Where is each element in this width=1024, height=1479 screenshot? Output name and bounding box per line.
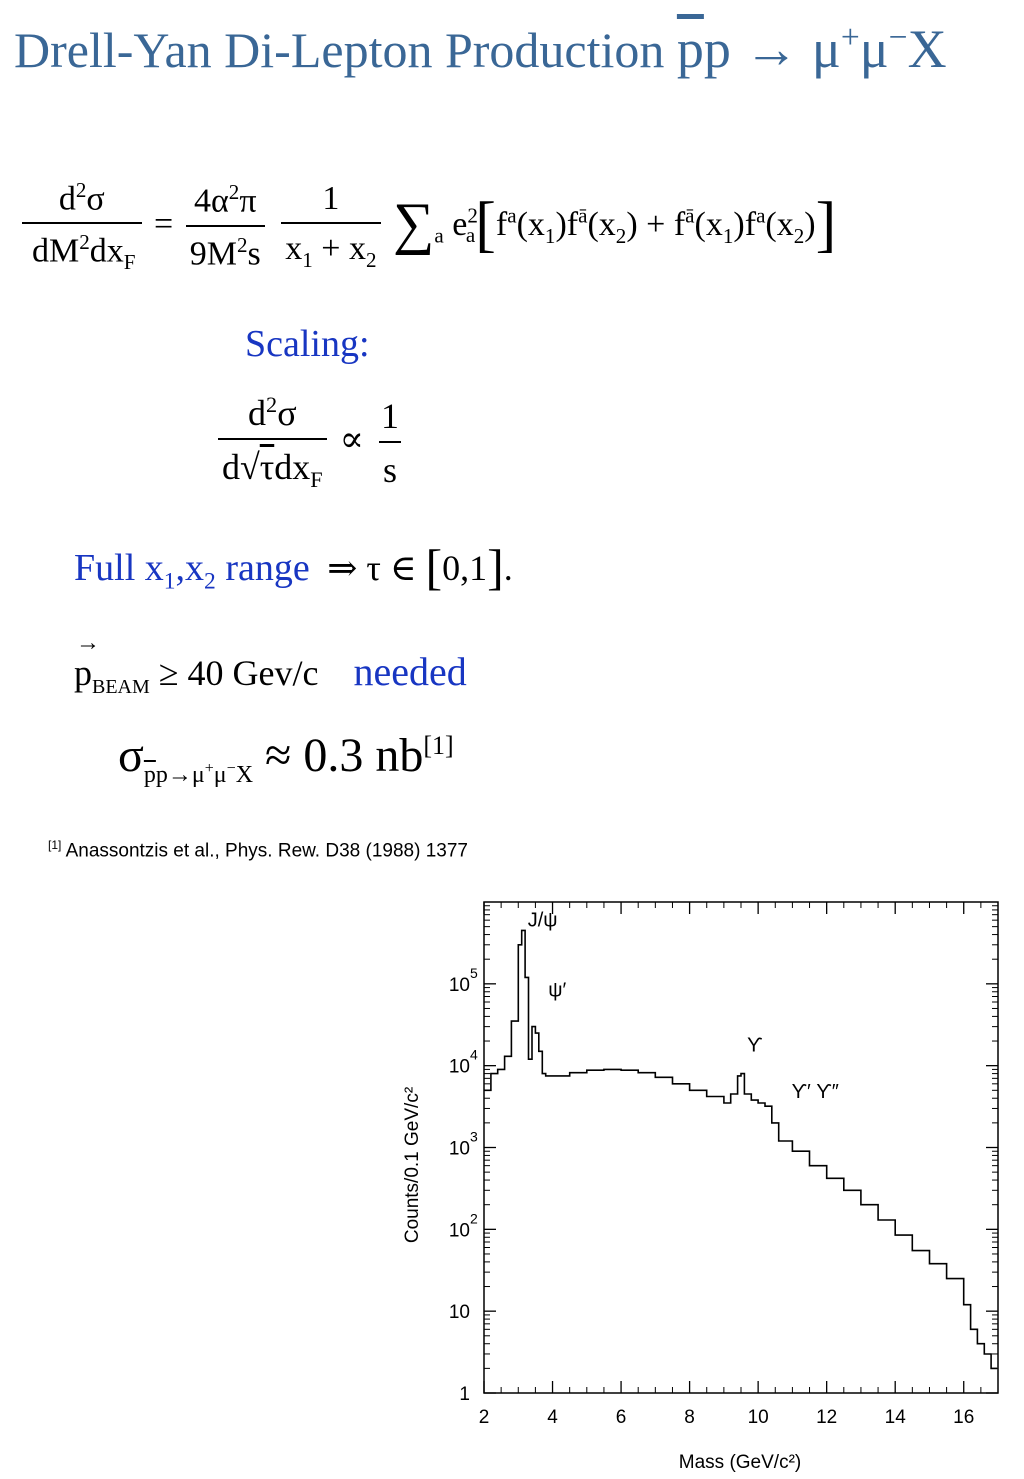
sum-symbol: ∑ — [393, 190, 435, 256]
cross-section-value: ≈ 0.3 nb — [265, 729, 424, 782]
peak-label: ψ′ — [548, 979, 567, 1002]
page-title — [14, 18, 947, 80]
beam-line — [74, 630, 467, 699]
tau-interval: ⇒ τ ∈ [0,1]. — [327, 539, 513, 595]
x-axis-label: Mass (GeV/c²) — [678, 1452, 802, 1473]
proportional-sign: ∝ — [339, 418, 365, 459]
scaling-rhs-fraction: $\frac{1}{s}$ — [377, 395, 403, 491]
x-tick-label: 16 — [953, 1407, 975, 1428]
y-tick-label: 10 — [448, 1138, 470, 1160]
peak-label: ϒ — [747, 1034, 763, 1057]
cross-section-line: $\sigma_{\overline{p}p\to\mu^+\mu^-X} \approx 0.3$ nb[1] — [118, 729, 454, 788]
plot-frame — [484, 902, 998, 1393]
chart-ticks — [449, 902, 998, 1428]
reference-citation: [1] Anassontzis et al., Phys. Rew. D38 (1988) 1377 — [48, 838, 468, 862]
dimuon-mass-spectrum-chart — [390, 880, 1024, 1479]
title-text: Drell-Yan Di-Lepton Production — [14, 22, 665, 78]
y-tick-label: 1 — [459, 1384, 470, 1405]
chart-axes — [484, 902, 998, 1393]
coefficient-fraction: $\frac{4\alpha^2\pi}{9M^2s}$ — [186, 180, 265, 273]
x-tick-label: 6 — [615, 1407, 627, 1428]
x-tick-label: 4 — [547, 1407, 558, 1428]
y-tick-exponent: 2 — [470, 1210, 478, 1227]
chart-annotations — [528, 910, 839, 1104]
lhs-fraction: $\frac{d^2\sigma}{dM^2dx_F}$ — [22, 178, 142, 275]
y-tick-label: 10 — [448, 1220, 470, 1242]
full-range-line — [74, 538, 513, 596]
y-tick-exponent: 4 — [470, 1046, 478, 1063]
y-tick-label: 10 — [448, 974, 470, 996]
range-text: Full $x_1,x_2$ range — [74, 547, 310, 595]
drell-yan-formula: $\frac{d^2\sigma}{dM^2dx_F}$ = $\frac{4\alpha^2\pi}{9M^2s}$ $\frac{1}{x_1 + x_2}$ $\sum_a$ $e^2_a[f^a(x_1)f^ā(x_2) + f^ā(x_1)f^a(x_2)]$ — [18, 178, 836, 275]
scaling-label: Scaling: — [245, 323, 370, 365]
y-tick-label: 10 — [448, 1056, 470, 1078]
y-axis-label: Counts/0.1 GeV/c² — [402, 1086, 423, 1244]
scaling-formula — [214, 392, 407, 493]
y-tick-label: 10 — [448, 1302, 470, 1324]
x-tick-label: 10 — [747, 1407, 769, 1428]
peak-label: ϒ′ ϒ″ — [791, 1081, 839, 1104]
cross-section-subscript: pp→μ+μ−X — [143, 759, 254, 788]
charge-factor: $e^2_a$ — [452, 203, 478, 248]
pdf-products: $f^a(x_1)f^ā(x_2) + f^ā(x_1)f^a(x_2)$ — [495, 203, 816, 248]
peak-label: J/ψ — [527, 909, 558, 932]
y-tick-exponent: 5 — [470, 964, 478, 981]
reference-marker: [1] — [423, 731, 454, 760]
title-reaction: $\overline{p}p \to \mu^+\mu^-X$ — [676, 19, 947, 79]
equals-sign: = — [154, 205, 174, 243]
x-tick-label: 14 — [884, 1407, 906, 1428]
momentum-fraction: $\frac{1}{x_1 + x_2}$ — [281, 180, 380, 273]
x-tick-label: 2 — [478, 1407, 490, 1428]
x-tick-label: 12 — [816, 1407, 838, 1428]
y-tick-exponent: 3 — [470, 1128, 478, 1145]
scaling-lhs-fraction: $\frac{d^2\sigma}{d√\tau dx_F}$ — [218, 392, 327, 493]
beam-momentum: → $p_{BEAM} \ge 40$ Gev/c — [74, 630, 319, 699]
x-tick-label: 8 — [684, 1407, 695, 1428]
needed-label: needed — [353, 649, 467, 694]
